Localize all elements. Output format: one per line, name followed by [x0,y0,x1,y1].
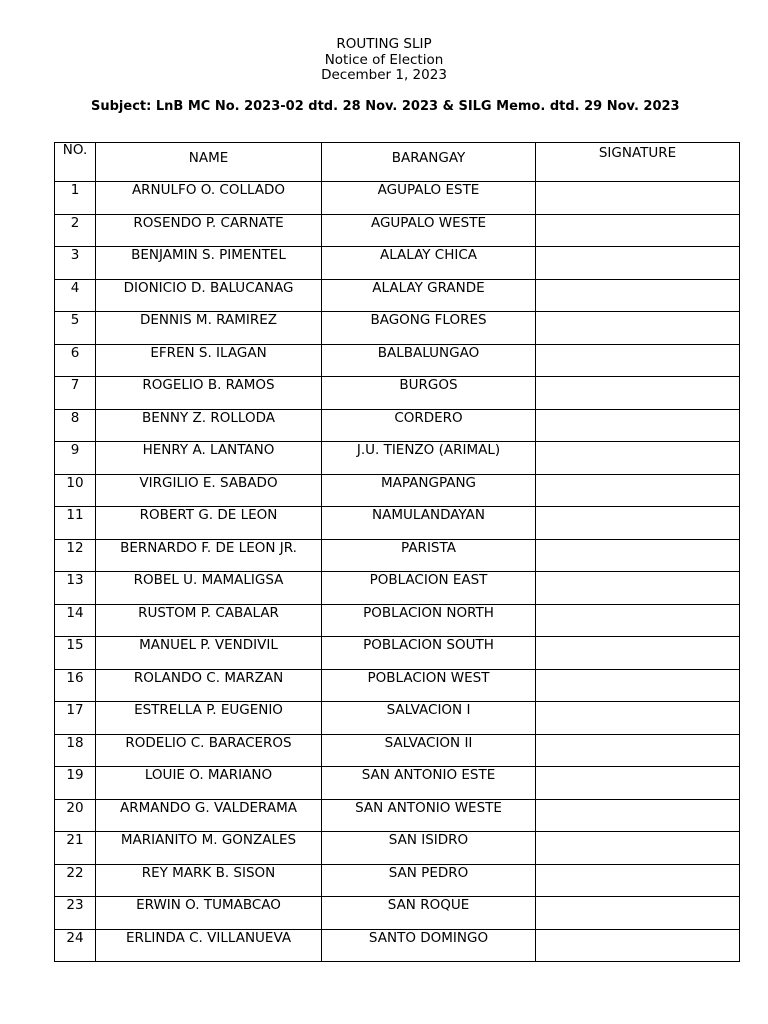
document-header [0,37,768,84]
cell-barangay: CORDERO [322,409,536,442]
cell-name: MANUEL P. VENDIVIL [96,637,322,670]
cell-no: 13 [55,572,96,605]
cell-barangay: BALBALUNGAO [322,344,536,377]
cell-barangay: SALVACION II [322,734,536,767]
cell-no: 11 [55,507,96,540]
cell-barangay: SAN ANTONIO ESTE [322,767,536,800]
cell-no: 5 [55,312,96,345]
table-row [55,832,740,865]
cell-signature[interactable] [536,637,740,670]
table-row [55,442,740,475]
table-body [55,182,740,962]
cell-signature[interactable] [536,247,740,280]
cell-signature[interactable] [536,572,740,605]
cell-signature[interactable] [536,604,740,637]
cell-name: MARIANITO M. GONZALES [96,832,322,865]
cell-signature[interactable] [536,344,740,377]
cell-name: LOUIE O. MARIANO [96,767,322,800]
cell-barangay: POBLACION WEST [322,669,536,702]
document-title: ROUTING SLIP [336,36,432,52]
cell-barangay: NAMULANDAYAN [322,507,536,540]
cell-name: REY MARK B. SISON [96,864,322,897]
cell-name: DENNIS M. RAMIREZ [96,312,322,345]
cell-no: 9 [55,442,96,475]
document-date: December 1, 2023 [321,67,447,83]
cell-signature[interactable] [536,864,740,897]
cell-no: 19 [55,767,96,800]
table-row [55,767,740,800]
cell-barangay: ALALAY GRANDE [322,279,536,312]
cell-no: 2 [55,214,96,247]
cell-signature[interactable] [536,442,740,475]
cell-signature[interactable] [536,767,740,800]
table-row [55,507,740,540]
table-row [55,734,740,767]
cell-name: BENJAMIN S. PIMENTEL [96,247,322,280]
cell-signature[interactable] [536,214,740,247]
cell-no: 21 [55,832,96,865]
cell-name: BERNARDO F. DE LEON JR. [96,539,322,572]
cell-signature[interactable] [536,474,740,507]
cell-barangay: ALALAY CHICA [322,247,536,280]
cell-name: EFREN S. ILAGAN [96,344,322,377]
routing-table [54,142,740,962]
cell-no: 22 [55,864,96,897]
cell-no: 14 [55,604,96,637]
table-row [55,572,740,605]
cell-signature[interactable] [536,312,740,345]
cell-no: 18 [55,734,96,767]
table-row [55,669,740,702]
cell-signature[interactable] [536,507,740,540]
cell-no: 23 [55,897,96,930]
cell-barangay: AGUPALO ESTE [322,182,536,215]
cell-name: DIONICIO D. BALUCANAG [96,279,322,312]
cell-barangay: AGUPALO WESTE [322,214,536,247]
cell-signature[interactable] [536,669,740,702]
cell-no: 12 [55,539,96,572]
column-header-no: NO. [55,143,96,182]
cell-name: ROBEL U. MAMALIGSA [96,572,322,605]
cell-signature[interactable] [536,279,740,312]
cell-signature[interactable] [536,897,740,930]
table-row [55,897,740,930]
cell-barangay: SAN ANTONIO WESTE [322,799,536,832]
cell-name: ROSENDO P. CARNATE [96,214,322,247]
cell-barangay: SAN ROQUE [322,897,536,930]
table-row [55,214,740,247]
cell-no: 10 [55,474,96,507]
cell-name: RODELIO C. BARACEROS [96,734,322,767]
cell-signature[interactable] [536,377,740,410]
cell-signature[interactable] [536,409,740,442]
table-row [55,799,740,832]
cell-signature[interactable] [536,799,740,832]
cell-no: 16 [55,669,96,702]
cell-name: ESTRELLA P. EUGENIO [96,702,322,735]
cell-no: 7 [55,377,96,410]
cell-no: 20 [55,799,96,832]
cell-no: 24 [55,929,96,962]
cell-barangay: BAGONG FLORES [322,312,536,345]
cell-name: ARNULFO O. COLLADO [96,182,322,215]
cell-signature[interactable] [536,702,740,735]
cell-signature[interactable] [536,929,740,962]
cell-name: RUSTOM P. CABALAR [96,604,322,637]
table-row [55,929,740,962]
cell-name: ROLANDO C. MARZAN [96,669,322,702]
cell-name: HENRY A. LANTANO [96,442,322,475]
column-header-name: NAME [96,143,322,182]
table-header-row [55,143,740,182]
table-row [55,344,740,377]
column-header-barangay: BARANGAY [322,143,536,182]
cell-barangay: POBLACION SOUTH [322,637,536,670]
table-row [55,247,740,280]
cell-name: ERWIN O. TUMABCAO [96,897,322,930]
subject-line: Subject: LnB MC No. 2023-02 dtd. 28 Nov. 2023 & SILG Memo. dtd. 29 Nov. 2023 [91,99,680,114]
table-row [55,409,740,442]
cell-name: ROGELIO B. RAMOS [96,377,322,410]
cell-no: 3 [55,247,96,280]
cell-signature[interactable] [536,182,740,215]
table-row [55,702,740,735]
document-subtitle: Notice of Election [324,51,444,68]
cell-barangay: SANTO DOMINGO [322,929,536,962]
cell-name: ERLINDA C. VILLANUEVA [96,929,322,962]
cell-name: VIRGILIO E. SABADO [96,474,322,507]
cell-barangay: SALVACION I [322,702,536,735]
table-row [55,474,740,507]
cell-no: 1 [55,182,96,215]
cell-name: ARMANDO G. VALDERAMA [96,799,322,832]
column-header-signature: SIGNATURE [536,143,740,182]
cell-barangay: BURGOS [322,377,536,410]
cell-no: 17 [55,702,96,735]
cell-name: ROBERT G. DE LEON [96,507,322,540]
table-row [55,377,740,410]
cell-barangay: J.U. TIENZO (ARIMAL) [322,442,536,475]
table-row [55,539,740,572]
cell-name: BENNY Z. ROLLODA [96,409,322,442]
cell-no: 15 [55,637,96,670]
cell-barangay: MAPANGPANG [322,474,536,507]
cell-no: 8 [55,409,96,442]
table-row [55,279,740,312]
cell-barangay: POBLACION EAST [322,572,536,605]
table-row [55,182,740,215]
table-row [55,604,740,637]
cell-signature[interactable] [536,832,740,865]
cell-barangay: POBLACION NORTH [322,604,536,637]
cell-signature[interactable] [536,539,740,572]
table-row [55,312,740,345]
table-row [55,637,740,670]
cell-barangay: SAN ISIDRO [322,832,536,865]
cell-no: 6 [55,344,96,377]
cell-barangay: PARISTA [322,539,536,572]
cell-barangay: SAN PEDRO [322,864,536,897]
cell-signature[interactable] [536,734,740,767]
cell-no: 4 [55,279,96,312]
table-row [55,864,740,897]
